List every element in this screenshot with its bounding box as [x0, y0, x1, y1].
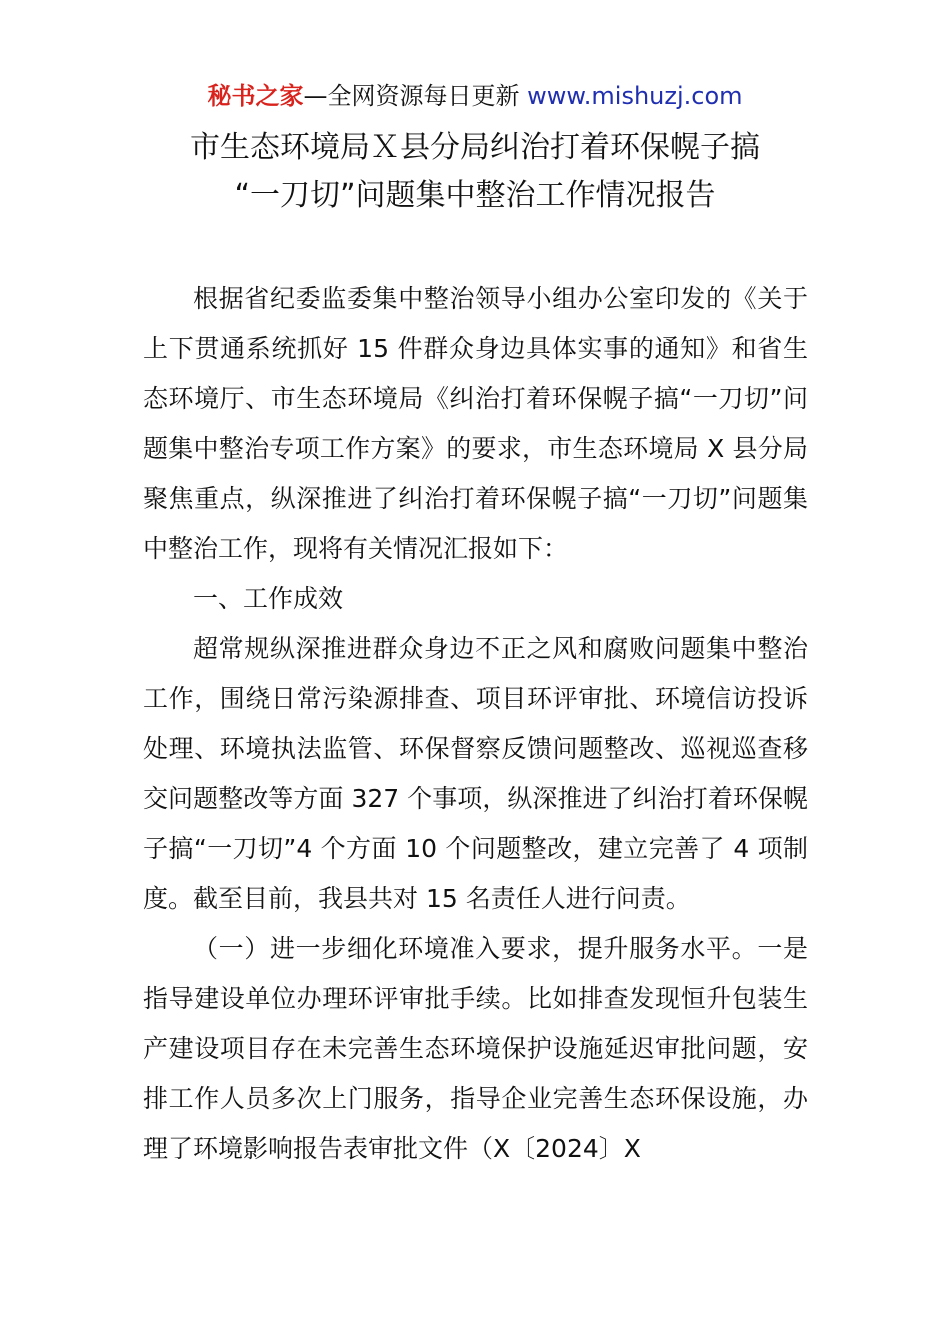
site-url-link[interactable]: www.mishuzj.com	[527, 82, 743, 110]
site-header	[0, 80, 950, 112]
paragraph-results: 超常规纵深推进群众身边不正之风和腐败问题集中整治工作，围绕日常污染源排查、项目环评审批、环境信访投诉处理、环境执法监管、环保督察反馈问题整改、巡视巡查移交问题整改等方面 327 个事项，纵深推进了纠治打着环保幌子搞“一刀切”4 个方面 10 个问题整改，建立完善了 4 项制度。截至目前，我县共对 15 名责任人进行问责。	[143, 634, 808, 913]
document-title-line-2: “一刀切”问题集中整治工作情况报告	[234, 178, 716, 213]
paragraph-subsection-1: （一）进一步细化环境准入要求，提升服务水平。一是指导建设单位办理环评审批手续。比如排查发现恒升包装生产建设项目存在未完善生态环境保护设施延迟审批问题，安排工作人员多次上门服务，指导企业完善生态环保设施，办理了环境影响报告表审批文件（X〔2024〕X	[143, 934, 808, 1163]
site-brand: 秘书之家	[207, 82, 304, 110]
section-heading-work-results: 一、工作成效	[193, 584, 344, 613]
site-tagline: —全网资源每日更新	[303, 82, 528, 110]
paragraph-intro: 根据省纪委监委集中整治领导小组办公室印发的《关于上下贯通系统抓好 15 件群众身边具体实事的通知》和省生态环境厅、市生态环境局《纠治打着环保幌子搞“一刀切”问题集中整治专项工作方案》的要求，市生态环境局 X 县分局聚焦重点，纵深推进了纠治打着环保幌子搞“一刀切”问题集中整治工作，现将有关情况汇报如下：	[143, 284, 808, 563]
document-body	[143, 274, 808, 1174]
document-title-line-1: 市生态环境局Ｘ县分局纠治打着环保幌子搞	[190, 130, 760, 165]
